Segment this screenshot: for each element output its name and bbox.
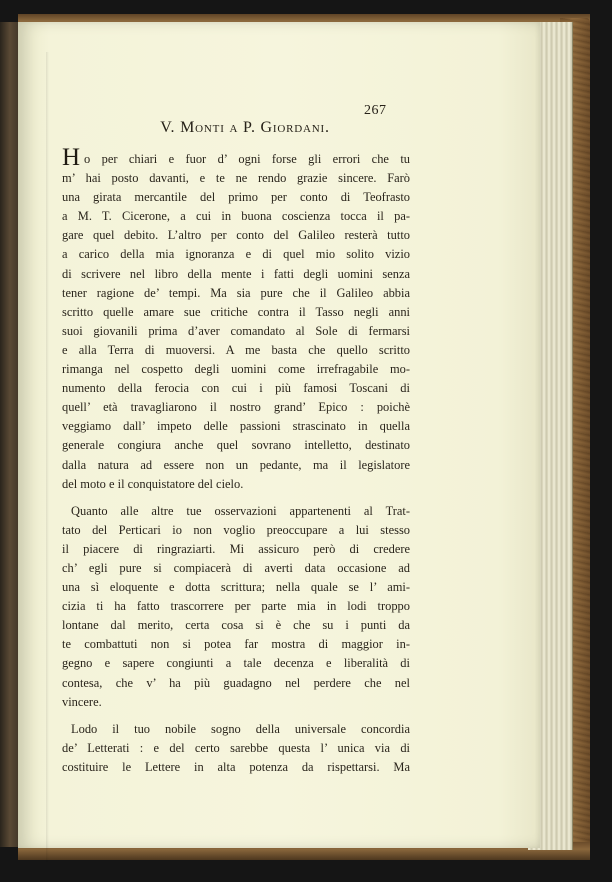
text-line: di scrivere nel libro della mente i fatti degli uomini senza	[62, 266, 410, 281]
text-line: a M. T. Cicerone, a cui in buona coscienza tocca il pa-	[62, 209, 410, 224]
text-line	[62, 144, 410, 171]
text-line: costituire le Lettere in alta potenza da rispettarsi. Ma	[62, 759, 410, 774]
heading-sender: Monti	[180, 119, 225, 136]
paragraph-gap	[62, 494, 410, 502]
gutter-shadow	[46, 52, 49, 862]
text-line: del moto e il conquistatore del cielo.	[62, 476, 244, 491]
paragraph-1	[62, 144, 410, 494]
text-line: suoi giovanili prima d’aver comandato al Sole di fermarsi	[62, 323, 410, 338]
text-line: tener ragione de’ tempi. Ma sia pure che il Galileo abbia	[62, 285, 410, 300]
text-line: quell’ età travagliarono il nostro grand’ Epico : poichè	[62, 400, 410, 415]
text-line: generale congiura anche quel sovrano intelletto, destinato	[62, 438, 410, 453]
text-line: il piacere di ringraziarti. Mi assicuro però di credere	[62, 541, 410, 556]
text-line: una sì eloquente e dotta scrittura; nella quale se l’ ami-	[62, 580, 410, 595]
text-line: veggiamo dall’ impeto delle passioni strascinato in quella	[62, 419, 410, 434]
heading-prefix: V.	[160, 119, 176, 136]
text-line: cizia ti ha fatto trascorrere per parte mia in lodi troppo	[62, 599, 410, 614]
text-line: m’ hai posto davanti, e te ne rendo grazie sincere. Farò	[62, 171, 410, 186]
paragraph-3	[62, 720, 410, 777]
text-line: contesa, che v’ ha più guadagno nel perdere che nel	[62, 675, 410, 690]
text-line: una girata mercantile del primo per conto di Teofrasto	[62, 190, 410, 205]
text-line: tato del Perticari io non voglio preoccupare a lui stesso	[62, 522, 410, 537]
text-line: rimanga nel cospetto degli uomini come irrefragabile mo-	[62, 362, 410, 377]
text-line: gegno e sapere congiunti a tale decenza e liberalità di	[62, 656, 410, 671]
drop-cap: H	[62, 144, 81, 171]
text-line: de’ Letterati : e del certo sarebbe questa l’ unica via di	[62, 740, 410, 755]
heading-recipient: P. Giordani.	[243, 119, 330, 136]
text-line: te combattuti non si potea far mostra di maggior in-	[62, 637, 410, 652]
paragraph-gap	[62, 712, 410, 720]
letter-heading	[80, 119, 410, 137]
text-line: gare quel debito. L’altro per conto del Galileo resterà tutto	[62, 228, 410, 243]
text-line: lontane dal merito, certa cosa si è che su i punti da	[62, 618, 410, 633]
text-line: numento della ferocia con cui i più famosi Toscani di	[62, 381, 410, 396]
text-line: scritto quelle amare sue critiche contra il Tasso negli anni	[62, 304, 410, 319]
text-line: e alla Terra di muoversi. A me basta che quello scritto	[62, 342, 410, 357]
paragraph-2	[62, 502, 410, 712]
heading-connector: a	[229, 119, 239, 136]
letter-body	[62, 144, 410, 777]
text-line: Quanto alle altre tue osservazioni appartenenti al Trat-	[71, 503, 410, 518]
text-line: a carico della mia ignoranza e di quel mio solito vizio	[62, 247, 410, 262]
line-text: o per chiari e fuor d’ ogni forse gli errori che tu	[84, 152, 410, 166]
text-line: ch’ egli pure si compiacerà di averti data occasione ad	[62, 560, 410, 575]
text-line: Lodo il tuo nobile sogno della universale concordia	[71, 721, 410, 736]
text-line: vincere.	[62, 694, 102, 709]
text-line: dalla natura ad essere non un pedante, ma il legislatore	[62, 457, 410, 472]
page-number: 267	[364, 103, 387, 118]
